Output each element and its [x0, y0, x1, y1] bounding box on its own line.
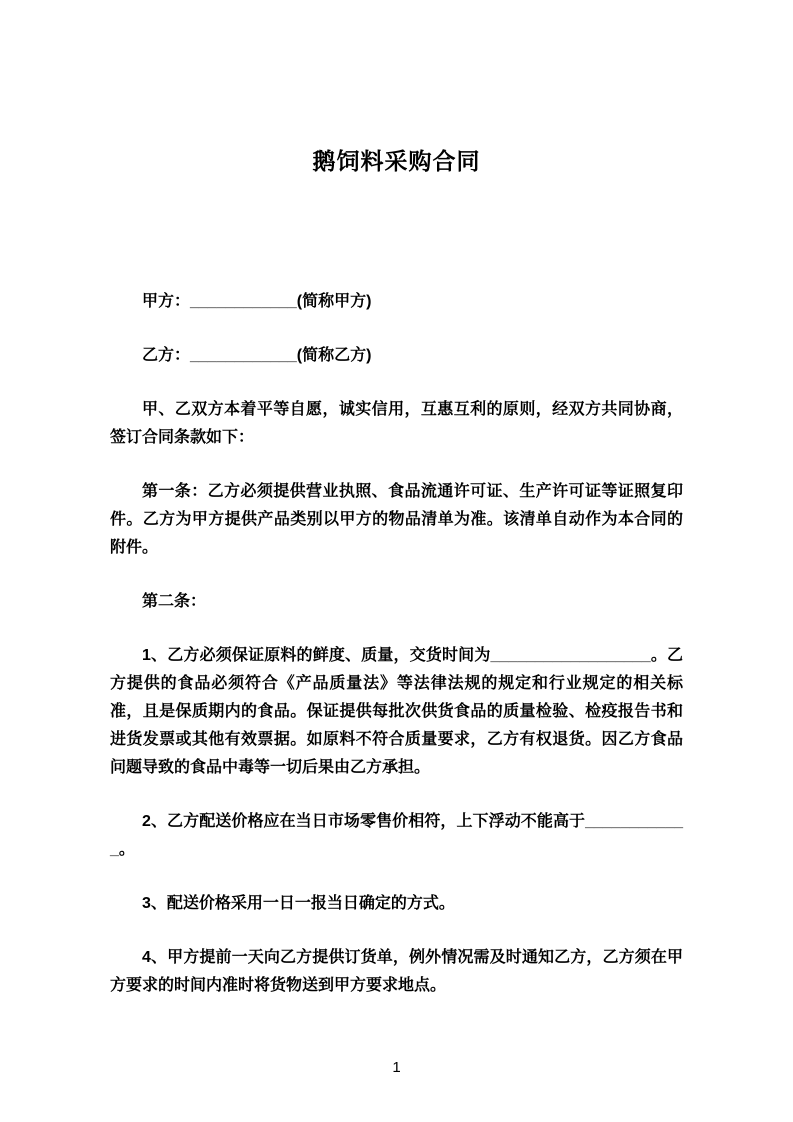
paragraph-clause-2-item-1: 1、乙方必须保证原料的鲜度、质量，交货时间为__________________。乙方提供的食品必须符合《产品质量法》等法律法规的规定和行业规定的相关标准，且是保质期内的食品。保证提供每批次供货食品的质量检验、检疫报告书和进货发票或其他有效票据。如原料不符合质量要求，乙方有权退货。因乙方食品问题导致的食品中毒等一切后果由乙方承担。: [110, 647, 683, 776]
paragraph-clause-2-item-3: 3、配送价格采用一日一报当日确定的方式。: [142, 895, 455, 912]
paragraph-party-b: 乙方：____________(简称乙方): [142, 347, 372, 364]
paragraph-party-a: 甲方：____________(简称甲方): [142, 293, 372, 310]
page-number: 1: [392, 1059, 401, 1076]
paragraph-clause-2-heading: 第二条：: [142, 593, 207, 610]
paragraph-clause-2-item-4: 4、甲方提前一天向乙方提供订货单，例外情况需及时通知乙方，乙方须在甲方要求的时间内准时将货物送到甲方要求地点。: [110, 949, 683, 994]
paragraph-preamble: 甲、乙双方本着平等自愿，诚实信用，互惠互利的原则，经双方共同协商，签订合同条款如下：: [110, 401, 683, 446]
document-title: 鹅饲料采购合同: [312, 148, 481, 174]
paragraph-clause-2-item-2: 2、乙方配送价格应在当日市场零售价相符，上下浮动不能高于____________。: [110, 813, 683, 858]
paragraph-clause-1: 第一条：乙方必须提供营业执照、食品流通许可证、生产许可证等证照复印件。乙方为甲方提供产品类别以甲方的物品清单为准。该清单自动作为本合同的附件。: [110, 483, 683, 556]
